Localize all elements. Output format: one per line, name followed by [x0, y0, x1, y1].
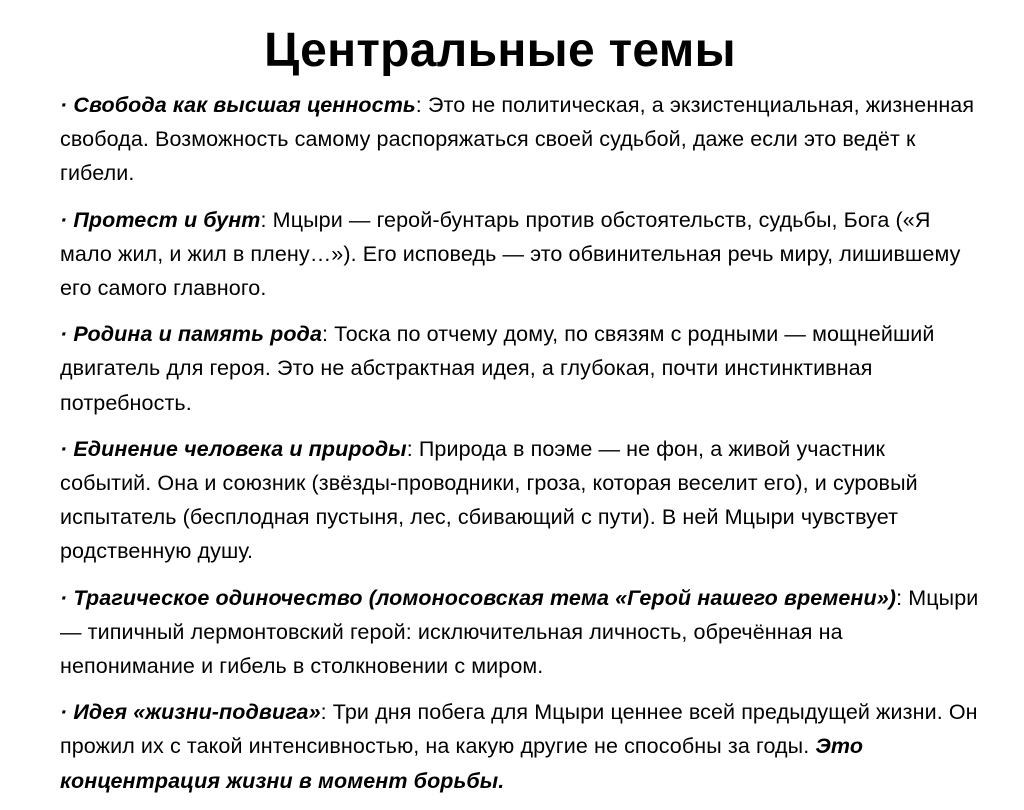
- bullet-marker: ·: [60, 700, 74, 725]
- list-item: [60, 432, 980, 569]
- list-item: [60, 581, 980, 684]
- theme-list: [60, 88, 980, 810]
- bullet-marker: ·: [60, 207, 74, 232]
- page-title: Центральные темы: [264, 24, 736, 77]
- bullet-marker: ·: [60, 93, 74, 117]
- theme-term: Единение человека и природы: [73, 436, 407, 461]
- theme-description: : Мцыри — герой-бунтарь против обстоятельств, судьбы, Бога («Я мало жил, и жил в плену…»). Его исповедь — это обвинительная речь миру, лишившему его самого главного.: [60, 207, 961, 301]
- bullet-marker: ·: [60, 585, 74, 610]
- list-item: [60, 317, 980, 420]
- list-item: [60, 88, 980, 191]
- theme-term: Родина и память рода: [73, 322, 323, 347]
- theme-emphasis: Это концентрация жизни в момент борьбы.: [60, 734, 864, 793]
- theme-description: : Это не политическая, а экзистенциальная, жизненная свобода. Возможность самому распоряжаться своей судьбой, даже если это ведёт к гибели.: [60, 93, 975, 186]
- list-item: [60, 203, 980, 306]
- theme-term: Трагическое одиночество (ломоносовская тема «Герой нашего времени»): [73, 585, 897, 610]
- theme-term: Свобода как высшая ценность: [73, 93, 416, 117]
- theme-term: Протест и бунт: [73, 207, 261, 232]
- bullet-marker: ·: [60, 436, 74, 461]
- theme-description: : Природа в поэме — не фон, а живой участник событий. Она и союзник (звёзды-проводники, гроза, которая веселит его), и суровый испытатель (бесплодная пустыня, лес, сбивающий с пути). В ней Мцыри чувствует родственную душу.: [60, 436, 918, 564]
- theme-description: : Мцыри — типичный лермонтовский герой: исключительная личность, обречённая на непонимание и гибель в столкновении с миром.: [60, 585, 979, 679]
- list-item: [60, 695, 980, 798]
- theme-description: : Три дня побега для Мцыри ценнее всей предыдущей жизни. Он прожил их с такой интенсивностью, на какую другие не способны за годы.: [60, 700, 978, 759]
- theme-term: Идея «жизни-подвига»: [73, 700, 321, 725]
- theme-description: : Тоска по отчему дому, по связям с родными — мощнейший двигатель для героя. Это не абстрактная идея, а глубокая, почти инстинктивная потребность.: [60, 322, 935, 415]
- bullet-marker: ·: [60, 322, 74, 347]
